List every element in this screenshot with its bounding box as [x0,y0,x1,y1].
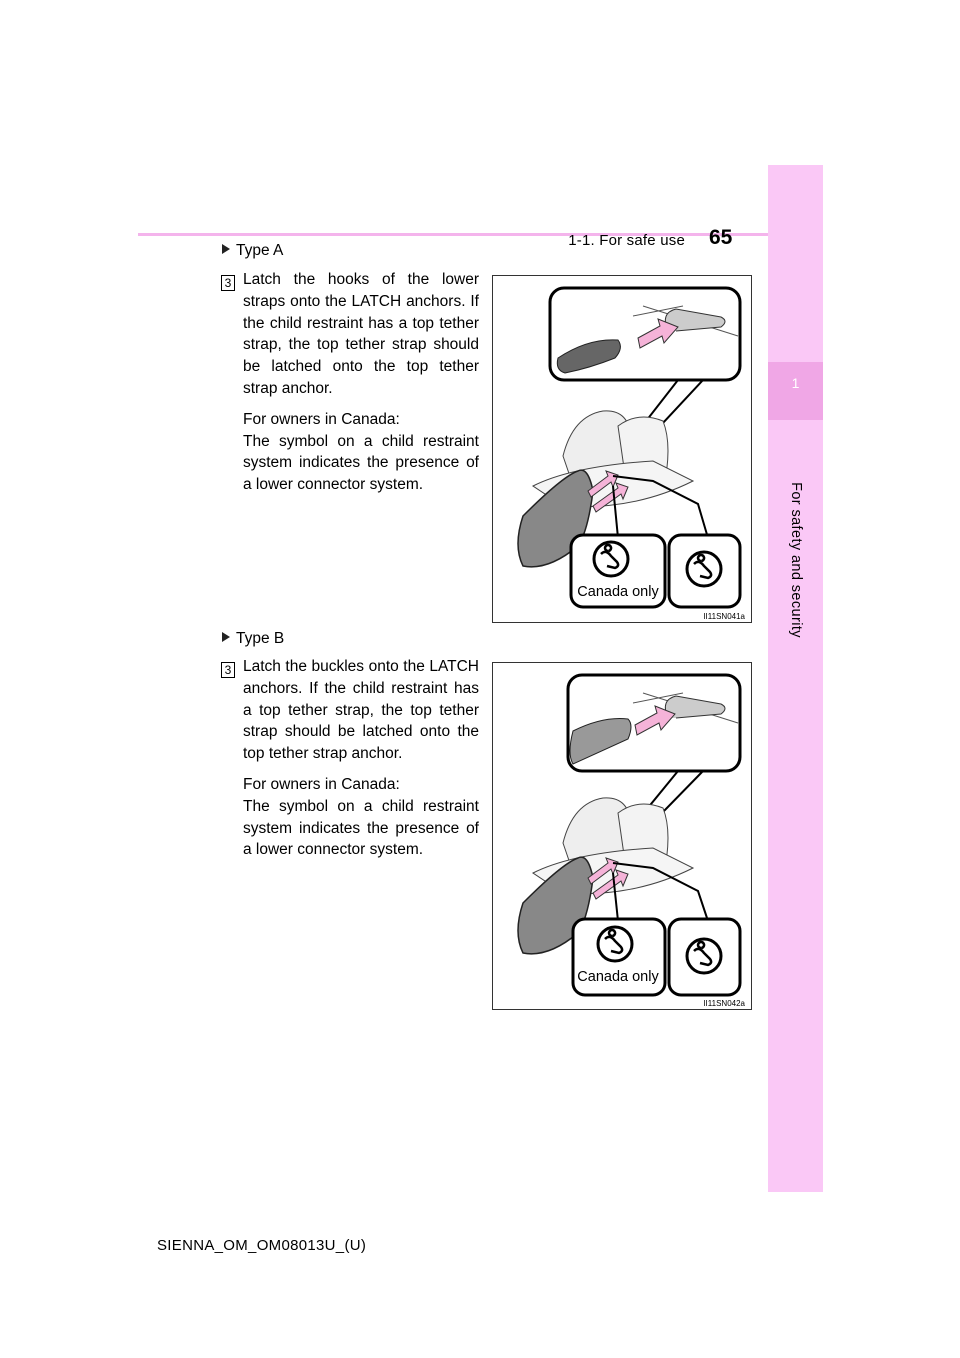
chapter-side-tab[interactable] [768,165,823,1192]
chapter-number: 1 [791,375,800,391]
canada-only-label: Canada only [577,969,659,985]
step-number-badge: 3 [221,662,235,678]
type-b-canada-intro: For owners in Canada: [243,775,400,793]
document-id: SIENNA_OM_OM08013U_(U) [157,1237,367,1254]
type-b-step-text: Latch the buckles onto the LATCH anchors. If the child restraint has a top tether strap, the top tether strap should be latched onto the top tether strap anchor. [243,658,479,763]
type-a-canada-text: The symbol on a child restraint system indicates the presence of a lower connector system. [243,432,479,494]
type-a-canada-intro: For owners in Canada: [243,410,400,428]
page-number: 65 [709,226,733,249]
chapter-title: For safety and security [788,482,804,638]
type-a-figure [492,275,752,623]
type-b-heading: Type B [222,630,284,648]
type-a-heading: Type A [222,242,283,260]
type-b-instructions [243,656,479,861]
step-number-badge: 3 [221,275,235,291]
type-b-figure [492,662,752,1010]
triangle-bullet-icon [222,244,230,254]
triangle-bullet-icon [222,632,230,642]
chapter-tab-marker [768,362,823,420]
section-title: 1-1. For safe use [568,232,685,249]
figure-code: II11SN041a [703,612,745,621]
type-b-canada-text: The symbol on a child restraint system indicates the presence of a lower connector system. [243,797,479,859]
canada-only-label: Canada only [577,584,659,600]
type-a-step-text: Latch the hooks of the lower straps onto the LATCH anchors. If the child restraint has a top tether strap, the top tether strap should be latched onto the top tether strap anchor. [243,271,479,397]
figure-code: II11SN042a [703,999,745,1008]
type-a-instructions [243,269,479,496]
